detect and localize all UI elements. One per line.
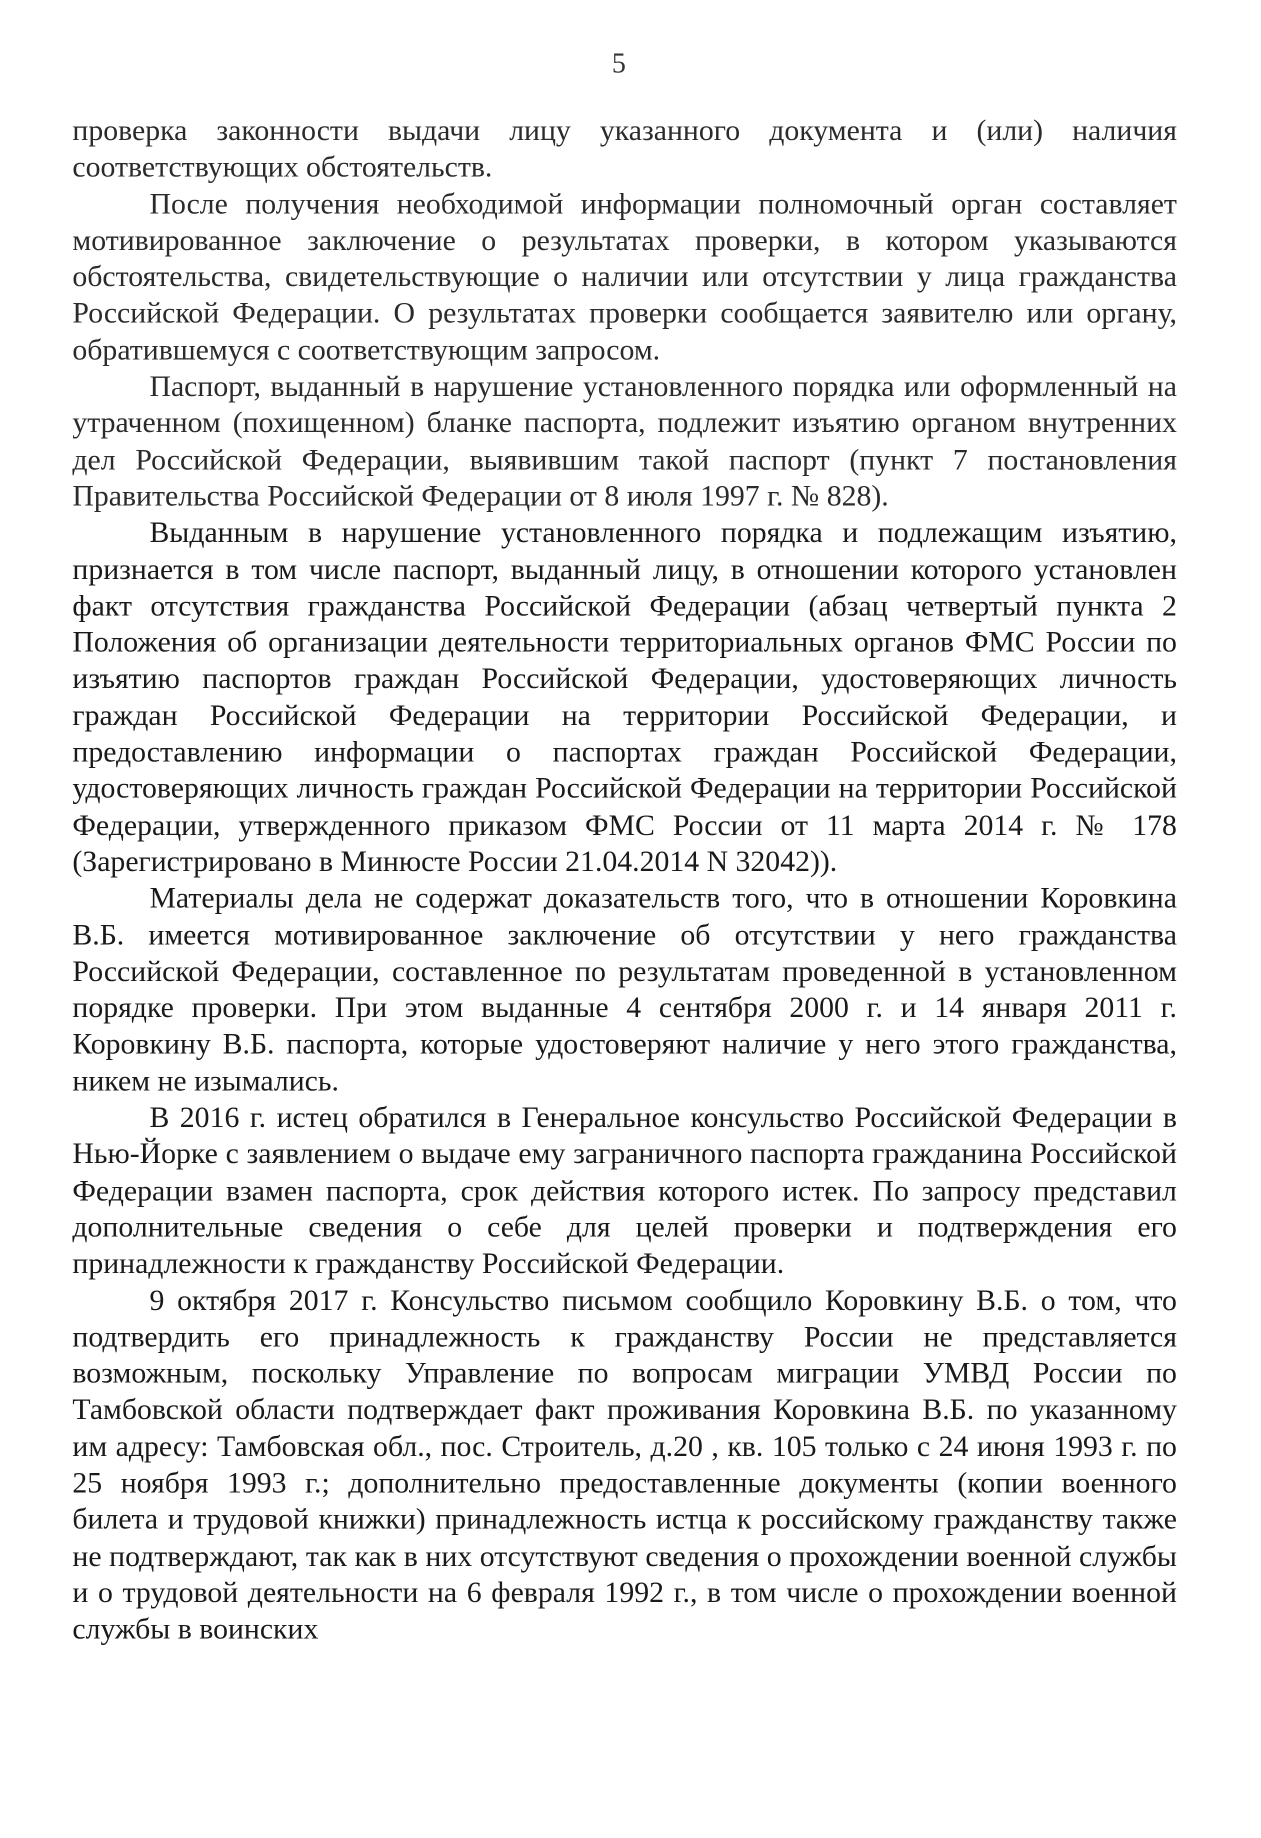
paragraph: После получения необходимой информации полномочный орган составляет мотивированное заключение о результатах проверки, в котором указываются обстоятельства, свидетельствующие о наличии или отсутствии у лица гражданства Российской Федерации. О результатах проверки сообщается заявителю или органу, обратившемуся с соответствующим запросом.	[72, 186, 1177, 367]
paragraph: Паспорт, выданный в нарушение установленного порядка или оформленный на утраченном (похищенном) бланке паспорта, подлежит изъятию органом внутренних дел Российской Федерации, выявившим такой паспорт (пункт 7 постановления Правительства Российской Федерации от 8 июля 1997 г. № 828).	[72, 369, 1177, 513]
paragraph: В 2016 г. истец обратился в Генеральное консульство Российской Федерации в Нью-Йорке с заявлением о выдаче ему заграничного паспорта гражданина Российской Федерации взамен паспорта, срок действия которого истек. По запросу представил дополнительные сведения о себе для целей проверки и подтверждения его принадлежности к гражданству Российской Федерации.	[72, 1100, 1177, 1281]
paragraph: Материалы дела не содержат доказательств того, что в отношении Коровкина В.Б. имеется мотивированное заключение об отсутствии у него гражданства Российской Федерации, составленное по результатам проведенной в установленном порядке проверки. При этом выданные 4 сентября 2000 г. и 14 января 2011 г. Коровкину В.Б. паспорта, которые удостоверяют наличие у него этого гражданства, никем не изымались.	[72, 880, 1177, 1098]
paragraph: Выданным в нарушение установленного порядка и подлежащим изъятию, признается в том числе паспорт, выданный лицу, в отношении которого установлен факт отсутствия гражданства Российской Федерации (абзац четвертый пункта 2 Положения об организации деятельности территориальных органов ФМС России по изъятию паспортов граждан Российской Федерации, удостоверяющих личность граждан Российской Федерации на территории Российской Федерации, и предоставлению информации о паспортах граждан Российской Федерации, удостоверяющих личность граждан Российской Федерации на территории Российской Федерации, утвержденного приказом ФМС России от 11 марта 2014 г. № 178 (Зарегистрировано в Минюсте России 21.04.2014 N 32042)).	[72, 515, 1177, 879]
page-number: 5	[611, 49, 626, 80]
paragraph-continuation: проверка законности выдачи лицу указанного документа и (или) наличия соответствующих обстоятельств.	[72, 113, 1177, 184]
document-body	[72, 112, 1177, 1647]
paragraph: 9 октября 2017 г. Консульство письмом сообщило Коровкину В.Б. о том, что подтвердить его принадлежность к гражданству России не представляется возможным, поскольку Управление по вопросам миграции УМВД России по Тамбовской области подтверждает факт проживания Коровкина В.Б. по указанному им адресу: Тамбовская обл., пос. Строитель, д.20 , кв. 105 только с 24 июня 1993 г. по 25 ноября 1993 г.; дополнительно предоставленные документы (копии военного билета и трудовой книжки) принадлежность истца к российскому гражданству также не подтверждают, так как в них отсутствуют сведения о прохождении военной службы и о трудовой деятельности на 6 февраля 1992 г., в том числе о прохождении военной службы в воинских	[72, 1282, 1177, 1646]
